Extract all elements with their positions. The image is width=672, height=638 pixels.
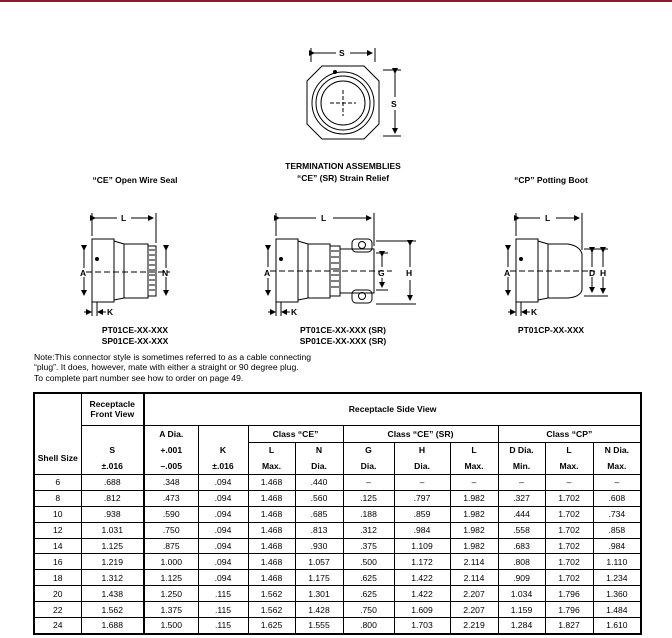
cell-sr-h: 1.703	[394, 617, 450, 633]
cell-ce-l: 1.468	[248, 554, 295, 570]
cell-ce-l: 1.468	[248, 490, 295, 506]
table-row	[34, 538, 641, 554]
note-line-2: “plug”. It does, however, mate with either a straight or 90 degree plug.	[34, 362, 299, 373]
cell-sr-l: 1.982	[450, 506, 498, 522]
col-ce-l: L	[248, 442, 295, 458]
col-a-tol-plus: +.001	[144, 442, 198, 458]
col-sr-l-max: Max.	[450, 458, 498, 474]
col-cp-l-max: Max.	[545, 458, 593, 474]
cell-sr-g: .188	[343, 506, 394, 522]
ce-open-part-1: PT01CE-XX-XXX	[101, 325, 169, 335]
cell-cp-d: 1.159	[498, 602, 545, 618]
cell-cp-d: .327	[498, 490, 545, 506]
ce-sr-title: “CE” (SR) Strain Relief	[296, 173, 390, 183]
cell-shell: 12	[34, 522, 81, 538]
header-front-view: Receptacle Front View	[81, 393, 144, 425]
cell-sr-g: .500	[343, 554, 394, 570]
table-row	[34, 586, 641, 602]
cell-cp-d: .808	[498, 554, 545, 570]
dimension-table	[33, 392, 642, 635]
cell-shell: 14	[34, 538, 81, 554]
note-line-3: To complete part number see how to order on page 49.	[34, 372, 244, 383]
cell-cp-l: 1.702	[545, 522, 593, 538]
col-a-tol-minus: –.005	[144, 458, 198, 474]
cell-cp-n: –	[593, 474, 641, 490]
cell-cp-d: .683	[498, 538, 545, 554]
cell-cp-l: 1.702	[545, 490, 593, 506]
cell-k: .094	[198, 538, 248, 554]
cell-sr-l: 2.219	[450, 617, 498, 633]
ce-sr-part-2: SP01CE-XX-XXX (SR)	[299, 336, 387, 346]
cell-sr-h: .859	[394, 506, 450, 522]
col-cp-d: D Dia.	[498, 442, 545, 458]
cell-a: .875	[144, 538, 198, 554]
col-sr-g: G	[343, 442, 394, 458]
cell-k: .094	[198, 570, 248, 586]
ce-open-drawing	[84, 213, 170, 316]
cell-cp-n: 1.484	[593, 602, 641, 618]
cell-shell: 24	[34, 617, 81, 633]
cp-title: “CP” Potting Boot	[514, 175, 588, 185]
cell-sr-h: 1.609	[394, 602, 450, 618]
cell-sr-h: 1.422	[394, 586, 450, 602]
cell-cp-l: 1.796	[545, 602, 593, 618]
cell-shell: 6	[34, 474, 81, 490]
cell-ce-l: 1.468	[248, 538, 295, 554]
cell-k: .115	[198, 586, 248, 602]
cell-ce-n: 1.301	[295, 586, 343, 602]
note-line-1: Note:This connector style is sometimes referred to as a cable connecting	[34, 352, 312, 362]
cell-sr-l: 1.982	[450, 538, 498, 554]
ce-open-part-2: SP01CE-XX-XXX	[101, 336, 169, 346]
cell-ce-n: 1.057	[295, 554, 343, 570]
table-row	[34, 554, 641, 570]
cell-ce-n: .813	[295, 522, 343, 538]
front-view-drawing	[307, 48, 401, 139]
header-class-ce: Class “CE”	[248, 425, 343, 442]
col-k: K	[198, 442, 248, 458]
cell-cp-l: 1.827	[545, 617, 593, 633]
cell-sr-l: –	[450, 474, 498, 490]
cell-a: .750	[144, 522, 198, 538]
cell-shell: 22	[34, 602, 81, 618]
cell-s: .688	[81, 474, 144, 490]
table-row	[34, 522, 641, 538]
col-a-label: A Dia.	[144, 425, 198, 442]
cp-dim-d: D	[589, 268, 596, 278]
cell-k: .094	[198, 506, 248, 522]
ce-sr-dim-k: K	[291, 307, 298, 317]
cell-sr-g: .625	[343, 570, 394, 586]
cell-sr-l: 1.982	[450, 522, 498, 538]
cell-s: 1.438	[81, 586, 144, 602]
cell-cp-n: 1.110	[593, 554, 641, 570]
cell-a: 1.375	[144, 602, 198, 618]
table-row	[34, 617, 641, 633]
cell-cp-n: .858	[593, 522, 641, 538]
cell-cp-l: 1.702	[545, 554, 593, 570]
cell-cp-l: 1.702	[545, 506, 593, 522]
table-row	[34, 506, 641, 522]
cell-ce-n: .440	[295, 474, 343, 490]
cell-s: .938	[81, 506, 144, 522]
cell-sr-g: –	[343, 474, 394, 490]
cell-cp-d: .558	[498, 522, 545, 538]
cell-cp-n: .984	[593, 538, 641, 554]
cell-cp-l: 1.702	[545, 570, 593, 586]
cell-k: .094	[198, 490, 248, 506]
table-row	[34, 602, 641, 618]
cell-ce-l: 1.468	[248, 474, 295, 490]
cp-dim-h: H	[600, 268, 607, 278]
cell-shell: 16	[34, 554, 81, 570]
cell-sr-l: 2.207	[450, 602, 498, 618]
cell-cp-n: 1.234	[593, 570, 641, 586]
cell-s: 1.219	[81, 554, 144, 570]
col-sr-g-dia: Dia.	[343, 458, 394, 474]
cell-cp-d: .444	[498, 506, 545, 522]
ce-open-dim-k: K	[107, 307, 114, 317]
cell-cp-l: 1.702	[545, 538, 593, 554]
col-cp-l: L	[545, 442, 593, 458]
cell-shell: 10	[34, 506, 81, 522]
cell-sr-h: 1.109	[394, 538, 450, 554]
note-block	[34, 352, 311, 383]
cell-cp-l: 1.796	[545, 586, 593, 602]
cp-drawing	[508, 213, 608, 316]
cell-sr-h: –	[394, 474, 450, 490]
ce-sr-dim-g: G	[378, 268, 385, 278]
ce-open-dim-l: L	[121, 213, 127, 223]
cell-sr-g: .375	[343, 538, 394, 554]
cell-ce-l: 1.468	[248, 570, 295, 586]
cell-cp-n: .608	[593, 490, 641, 506]
cell-ce-n: 1.428	[295, 602, 343, 618]
cell-k: .115	[198, 617, 248, 633]
ce-sr-dim-a: A	[264, 268, 271, 278]
cell-sr-g: .125	[343, 490, 394, 506]
cell-s: .812	[81, 490, 144, 506]
ce-sr-dim-h: H	[406, 268, 413, 278]
cell-sr-g: .750	[343, 602, 394, 618]
col-cp-n-max: Max.	[593, 458, 641, 474]
ce-sr-part-1: PT01CE-XX-XXX (SR)	[300, 325, 386, 335]
col-sr-l: L	[450, 442, 498, 458]
col-ce-n-dia: Dia.	[295, 458, 343, 474]
col-sr-h-dia: Dia.	[394, 458, 450, 474]
cell-sr-h: 1.422	[394, 570, 450, 586]
cell-cp-d: 1.284	[498, 617, 545, 633]
table-row	[34, 474, 641, 490]
cell-sr-h: .984	[394, 522, 450, 538]
dim-s-horizontal: S	[339, 48, 345, 58]
cell-ce-n: .685	[295, 506, 343, 522]
cell-shell: 8	[34, 490, 81, 506]
cell-shell: 20	[34, 586, 81, 602]
col-ce-l-max: Max.	[248, 458, 295, 474]
col-cp-n: N Dia.	[593, 442, 641, 458]
cell-a: .590	[144, 506, 198, 522]
cell-a: .348	[144, 474, 198, 490]
col-s-tol: ±.016	[81, 458, 144, 474]
cell-a: 1.250	[144, 586, 198, 602]
col-shell-size: Shell Size	[34, 442, 81, 474]
cell-cp-l: –	[545, 474, 593, 490]
cp-part-1: PT01CP-XX-XXX	[517, 325, 585, 335]
cell-cp-d: .909	[498, 570, 545, 586]
cell-cp-n: 1.610	[593, 617, 641, 633]
cell-a: 1.500	[144, 617, 198, 633]
cell-sr-l: 2.207	[450, 586, 498, 602]
cell-ce-l: 1.562	[248, 586, 295, 602]
cell-sr-l: 1.982	[450, 490, 498, 506]
cell-sr-h: .797	[394, 490, 450, 506]
ce-open-title: “CE” Open Wire Seal	[92, 175, 178, 185]
cell-ce-l: 1.468	[248, 506, 295, 522]
cell-a: .473	[144, 490, 198, 506]
table-row	[34, 570, 641, 586]
col-cp-d-min: Min.	[498, 458, 545, 474]
termination-heading: TERMINATION ASSEMBLIES	[285, 161, 401, 171]
cell-cp-d: –	[498, 474, 545, 490]
col-s: S	[81, 442, 144, 458]
cell-s: 1.312	[81, 570, 144, 586]
cell-a: 1.125	[144, 570, 198, 586]
cell-k: .115	[198, 602, 248, 618]
cell-ce-n: 1.175	[295, 570, 343, 586]
cell-ce-l: 1.468	[248, 522, 295, 538]
ce-sr-drawing	[268, 213, 416, 316]
cell-sr-l: 2.114	[450, 570, 498, 586]
cp-dim-a: A	[504, 268, 511, 278]
cell-sr-g: .800	[343, 617, 394, 633]
col-k-tol: ±.016	[198, 458, 248, 474]
dim-s-vertical: S	[391, 99, 397, 109]
cell-sr-g: .625	[343, 586, 394, 602]
cell-ce-n: .560	[295, 490, 343, 506]
cell-shell: 18	[34, 570, 81, 586]
cell-sr-g: .312	[343, 522, 394, 538]
cell-ce-l: 1.562	[248, 602, 295, 618]
cell-k: .094	[198, 522, 248, 538]
cell-ce-l: 1.625	[248, 617, 295, 633]
cell-s: 1.031	[81, 522, 144, 538]
table-row	[34, 490, 641, 506]
cell-ce-n: .930	[295, 538, 343, 554]
col-sr-h: H	[394, 442, 450, 458]
cell-cp-d: 1.034	[498, 586, 545, 602]
cell-a: 1.000	[144, 554, 198, 570]
col-ce-n: N	[295, 442, 343, 458]
cell-s: 1.688	[81, 617, 144, 633]
cell-k: .094	[198, 554, 248, 570]
cell-s: 1.562	[81, 602, 144, 618]
cell-sr-l: 2.114	[450, 554, 498, 570]
ce-open-dim-a: A	[80, 268, 87, 278]
cell-cp-n: .734	[593, 506, 641, 522]
cell-ce-n: 1.555	[295, 617, 343, 633]
cp-dim-l: L	[545, 213, 551, 223]
cell-cp-n: 1.360	[593, 586, 641, 602]
cp-dim-k: K	[531, 307, 538, 317]
cell-s: 1.125	[81, 538, 144, 554]
header-class-ce-sr: Class “CE” (SR)	[343, 425, 498, 442]
cell-k: .094	[198, 474, 248, 490]
ce-sr-dim-l: L	[321, 213, 327, 223]
ce-open-dim-n: N	[162, 268, 169, 278]
header-class-cp: Class “CP”	[498, 425, 641, 442]
cell-sr-h: 1.172	[394, 554, 450, 570]
header-side-view: Receptacle Side View	[144, 393, 641, 425]
